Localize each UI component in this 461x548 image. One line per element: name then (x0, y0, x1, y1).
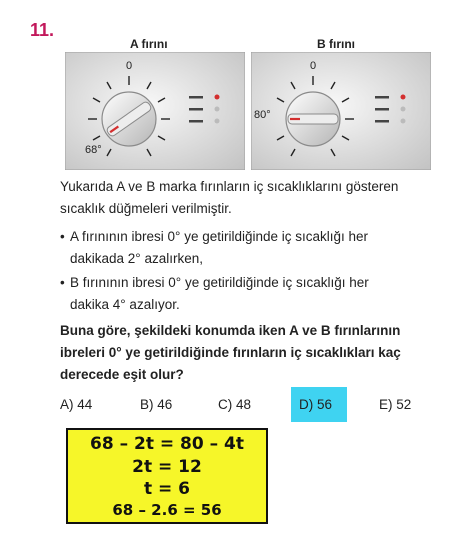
question-line-1: Buna göre, şekildeki konumda iken A ve B fırınlarının (60, 323, 401, 338)
solution-line-2: 2t = 12 (132, 457, 202, 477)
bullet-b-line-2: dakika 4° azalıyor. (70, 297, 180, 312)
bullet-dot-icon: • (60, 229, 65, 244)
bullet-a-line-1: A fırınının ibresi 0° ye getirildiğinde iç sıcaklığı her (70, 229, 369, 244)
choice-d[interactable]: D) 56 (299, 397, 333, 412)
oven-b-panel (251, 52, 431, 170)
oven-a-title: A fırını (130, 37, 168, 51)
handwritten-solution (66, 428, 268, 524)
solution-line-4: 68 – 2.6 = 56 (112, 501, 222, 519)
choice-b[interactable]: B) 46 (140, 397, 173, 412)
oven-b-zero-label: 0 (310, 60, 317, 72)
intro-line-1: Yukarıda A ve B marka fırınların iç sıcaklıklarını gösteren (60, 179, 399, 194)
bullet-a (60, 226, 369, 270)
oven-b-knob-handle (288, 114, 338, 124)
choice-e[interactable]: E) 52 (379, 397, 412, 412)
oven-a-temp-label: 68° (85, 144, 102, 156)
intro-line-2: sıcaklık düğmeleri verilmiştir. (60, 201, 232, 216)
oven-a-zero-label: 0 (126, 60, 133, 72)
question-line-3: derecede eşit olur? (60, 367, 184, 382)
question-line-2: ibreleri 0° ye getirildiğinde fırınların iç sıcaklıkları kaç (60, 345, 401, 360)
question-text (60, 320, 440, 386)
choice-a[interactable]: A) 44 (60, 397, 93, 412)
bullet-b (60, 272, 369, 316)
bullet-dot-icon: • (60, 275, 65, 290)
question-number: 11. (30, 20, 55, 40)
oven-a-panel (65, 52, 245, 170)
choice-c[interactable]: C) 48 (218, 397, 252, 412)
bullet-b-line-1: B fırınının ibresi 0° ye getirildiğinde iç sıcaklığı her (70, 275, 369, 290)
answer-choices (60, 394, 440, 416)
oven-b-temp-label: 80° (254, 109, 271, 121)
solution-line-3: t = 6 (143, 479, 191, 499)
solution-line-1: 68 – 2t = 80 – 4t (90, 434, 244, 454)
oven-b-title: B fırını (317, 37, 355, 51)
bullet-a-line-2: dakikada 2° azalırken, (70, 251, 203, 266)
